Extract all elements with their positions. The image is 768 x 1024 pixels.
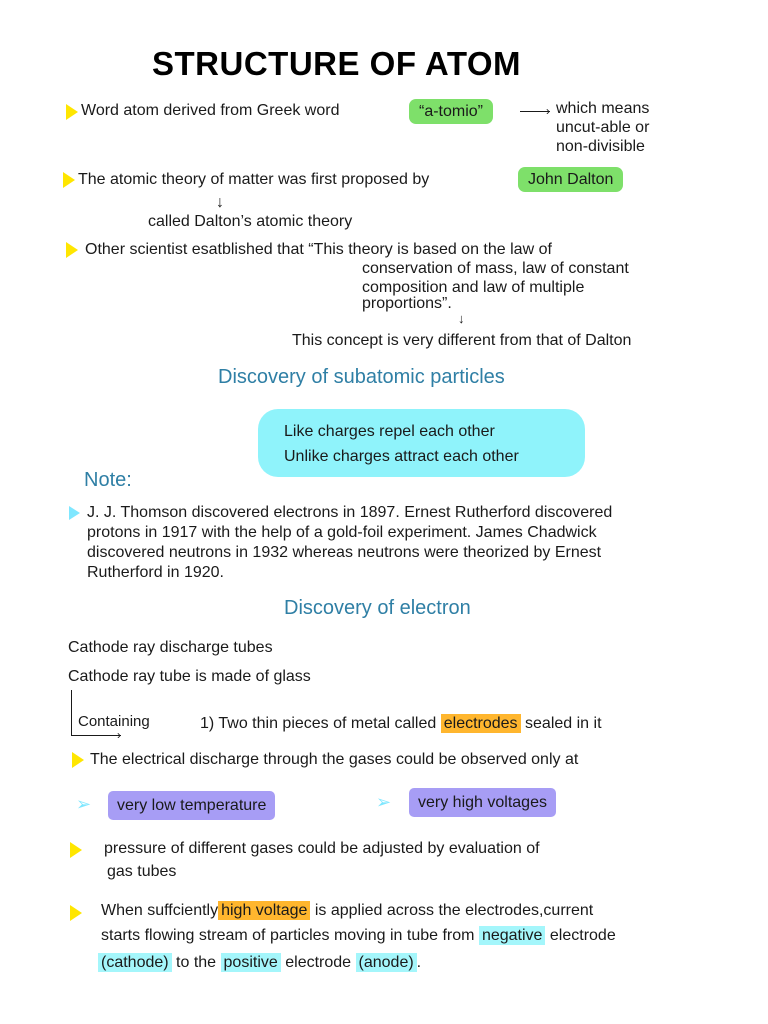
note-paragraph-line-4: Rutherford in 1920. (87, 564, 224, 581)
page-title: STRUCTURE OF ATOM (152, 45, 522, 82)
bullet-icon (70, 905, 82, 921)
to-the-text: to the (176, 954, 217, 971)
concept-text: This concept is very different from that of Dalton (292, 332, 632, 349)
bullet-icon (70, 842, 82, 858)
current-flow-line-3 (98, 953, 421, 972)
current-flow-line-2-suffix: electrode (549, 927, 616, 944)
note-paragraph-line-1: J. J. Thomson discovered electrons in 1897. Ernest Rutherford discovered (87, 504, 613, 521)
unlike-charges-text: Unlike charges attract each other (284, 448, 519, 465)
cathode-glass-text: Cathode ray tube is made of glass (68, 668, 311, 685)
cathode-tubes-text: Cathode ray discharge tubes (68, 639, 273, 656)
other-scientist-text: Other scientist esatblished that “This theory is based on the law of (85, 241, 552, 258)
negative-highlight: negative (479, 926, 546, 945)
pressure-text-line-2: gas tubes (107, 863, 177, 880)
down-arrow-icon: ↓ (458, 311, 465, 326)
theory-line-2: conservation of mass, law of constant (362, 260, 629, 277)
note-paragraph-line-2: protons in 1917 with the help of a gold-foil experiment. James Chadwick (87, 524, 597, 541)
high-voltage-highlight: high voltage (218, 901, 310, 920)
current-flow-suffix: is applied across the electrodes,current (314, 902, 594, 919)
bullet-icon (66, 104, 78, 120)
down-arrow-icon: ↓ (216, 194, 224, 211)
note-label: Note: (84, 469, 132, 491)
greek-word-badge: “a-tomio” (409, 99, 493, 124)
electrodes-highlight: electrodes (441, 714, 521, 733)
electrodes-item-prefix: 1) Two thin pieces of metal called (200, 715, 437, 732)
anode-highlight: (anode) (356, 953, 417, 972)
like-charges-text: Like charges repel each other (284, 423, 495, 440)
pressure-text-line-1: pressure of different gases could be adjusted by evaluation of (104, 840, 540, 857)
bracket-arrow-icon (71, 690, 72, 736)
current-flow-prefix: When suffciently (101, 902, 219, 919)
meaning-line-1: which means (556, 100, 650, 117)
electrode-text: electrode (285, 954, 352, 971)
theory-line-3: composition and law of multiple (362, 279, 585, 296)
charges-note-box (258, 409, 585, 477)
meaning-line-2: uncut-able or (556, 119, 650, 136)
bullet-icon (66, 242, 78, 258)
bullet-icon (63, 172, 75, 188)
chevron-right-icon: ➢ (376, 792, 392, 812)
containing-label: Containing (78, 713, 150, 730)
bracket-arrow-head-icon: › (117, 728, 121, 742)
high-voltage-badge: very high voltages (409, 788, 556, 817)
discharge-text: The electrical discharge through the gases could be observed only at (90, 751, 579, 768)
note-paragraph-line-3: discovered neutrons in 1932 whereas neutrons were theorized by Ernest (87, 544, 602, 561)
current-flow-line-1 (101, 901, 593, 920)
electrodes-item (200, 714, 602, 733)
right-arrow-head-icon: › (546, 104, 550, 118)
theory-line-4: proportions”. (362, 295, 452, 312)
atom-origin-text: Word atom derived from Greek word (81, 102, 340, 119)
cathode-highlight: (cathode) (98, 953, 172, 972)
current-flow-line-2 (101, 926, 616, 945)
dalton-theory-label: called Dalton’s atomic theory (148, 213, 353, 230)
bullet-icon (72, 752, 84, 768)
atomic-theory-text: The atomic theory of matter was first proposed by (78, 171, 430, 188)
subatomic-heading: Discovery of subatomic particles (218, 366, 505, 388)
meaning-line-3: non-divisible (556, 138, 645, 155)
current-flow-line-2-prefix: starts flowing stream of particles moving in tube from (101, 927, 475, 944)
electrodes-item-suffix: sealed in it (525, 715, 602, 732)
low-temperature-badge: very low temperature (108, 791, 275, 820)
chevron-right-icon: ➢ (76, 794, 92, 814)
positive-highlight: positive (221, 953, 281, 972)
period-text: . (416, 954, 422, 971)
bullet-icon (69, 506, 80, 520)
john-dalton-badge: John Dalton (518, 167, 623, 192)
electron-heading: Discovery of electron (284, 597, 471, 619)
bracket-arrow-line (71, 735, 121, 736)
